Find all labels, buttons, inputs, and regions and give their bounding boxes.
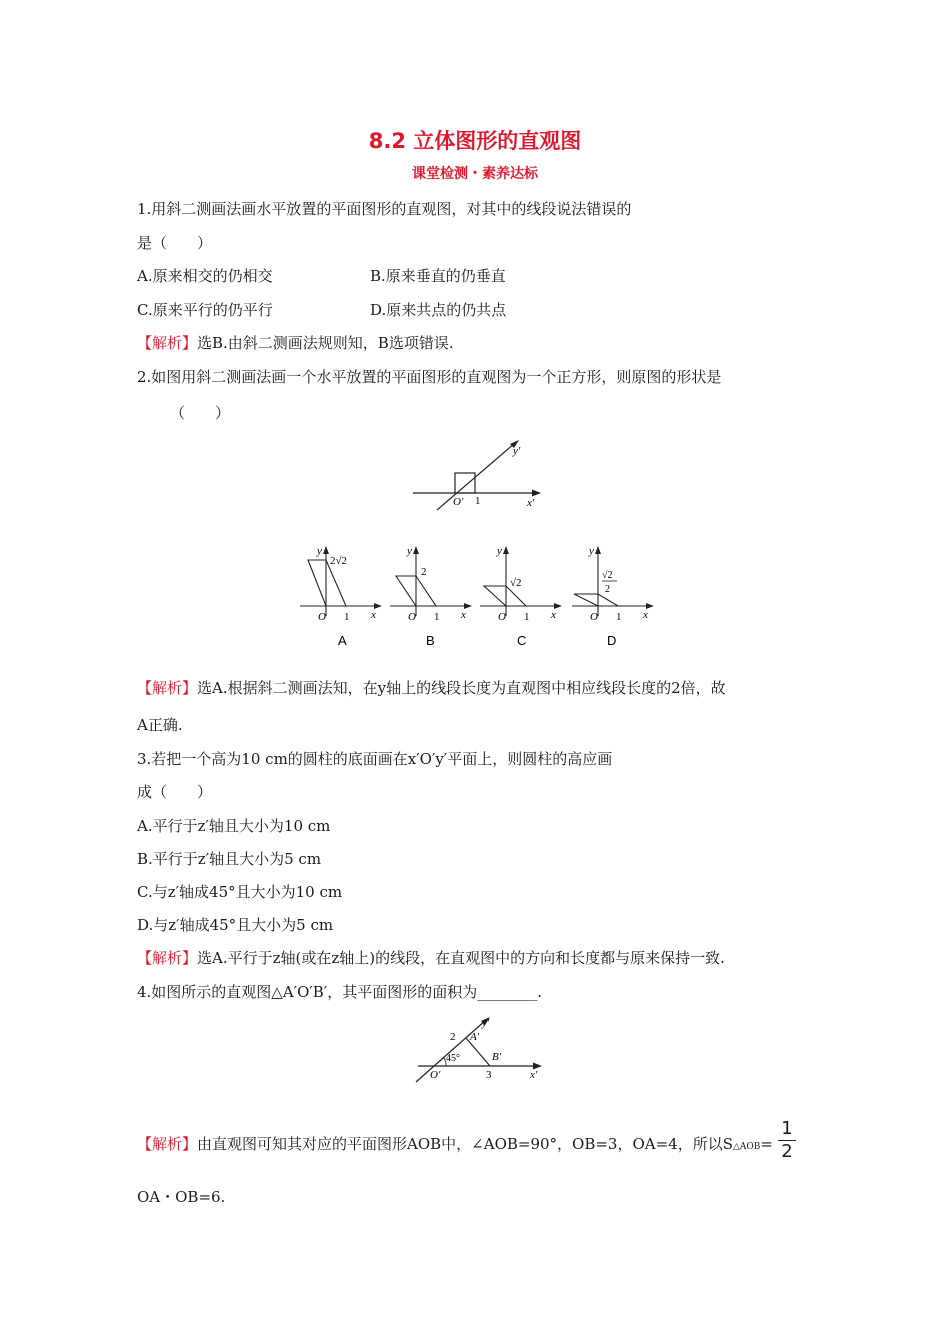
option-c-length-label: √2 bbox=[510, 577, 522, 589]
option-b-origin: O bbox=[408, 611, 416, 623]
q4-point-a-label: A′ bbox=[470, 1031, 480, 1043]
q4-point-b-label: B′ bbox=[492, 1051, 502, 1063]
q3-answer: 选A.平行于z轴(或在z轴上)的线段，在直观图中的方向和长度都与原来保持一致. bbox=[197, 949, 725, 967]
q3-option-c: C.与z′轴成45°且大小为10 cm bbox=[137, 883, 343, 901]
option-d-y-axis: y bbox=[589, 545, 594, 557]
q4-answer-line2: OA・OB=6. bbox=[137, 1188, 226, 1206]
solution-tag: 【解析】 bbox=[137, 679, 198, 697]
q3-option-a: A.平行于z′轴且大小为10 cm bbox=[137, 817, 331, 835]
q2-option-d-figure bbox=[570, 538, 660, 650]
solution-tag: 【解析】 bbox=[137, 334, 198, 352]
page-title: 8.2 立体图形的直观图 bbox=[368, 129, 582, 153]
q4-angle-label: 45° bbox=[446, 1053, 460, 1064]
q3-stem-line2: 成（ ） bbox=[137, 783, 213, 801]
solution-tag: 【解析】 bbox=[137, 1135, 198, 1153]
option-c-origin: O bbox=[498, 611, 506, 623]
option-d-origin: O bbox=[590, 611, 598, 623]
q4-length-two: 2 bbox=[450, 1031, 456, 1043]
q1-option-c: C.原来平行的仍平行 bbox=[137, 301, 273, 319]
option-c-caption: C bbox=[517, 633, 527, 648]
q2-stem-line1: 2.如图用斜二测画法画一个水平放置的平面图形的直观图为一个正方形，则原图的形状是 bbox=[137, 368, 722, 386]
option-c-x-axis: x bbox=[551, 609, 556, 621]
option-a-y-axis: y bbox=[317, 545, 322, 557]
page-subtitle: 课堂检测・素养达标 bbox=[412, 166, 538, 182]
q4-solution bbox=[137, 1133, 773, 1154]
q2-option-a-figure bbox=[298, 538, 388, 650]
q1-stem-line2: 是（ ） bbox=[137, 234, 213, 252]
option-c-y-axis: y bbox=[497, 545, 502, 557]
fraction-numerator: 1 bbox=[781, 1118, 793, 1139]
q4-origin-label: O′ bbox=[430, 1069, 441, 1081]
q1-option-b: B.原来垂直的仍垂直 bbox=[370, 267, 506, 285]
option-a-origin: O bbox=[318, 611, 326, 623]
q3-solution bbox=[137, 947, 725, 968]
q1-solution bbox=[137, 332, 454, 353]
solution-tag: 【解析】 bbox=[137, 949, 198, 967]
q1-option-a: A.原来相交的仍相交 bbox=[137, 267, 273, 285]
option-a-x-axis: x bbox=[371, 609, 376, 621]
q2-answer-line1: 选A.根据斜二测画法知，在y轴上的线段长度为直观图中相应线段长度的2倍，故 bbox=[197, 679, 726, 697]
option-d-length-denominator: 2 bbox=[605, 584, 610, 595]
option-a-length-label: 2√2 bbox=[330, 555, 348, 567]
option-b-unit: 1 bbox=[434, 611, 440, 623]
q4-length-three: 3 bbox=[486, 1069, 492, 1081]
q4-area-subscript: △AOB bbox=[733, 1142, 761, 1152]
q2-unit-label: 1 bbox=[475, 495, 481, 507]
q2-option-c-figure bbox=[478, 538, 568, 650]
fraction-denominator: 2 bbox=[778, 1140, 796, 1162]
q3-stem-line1: 3.若把一个高为10 cm的圆柱的底面画在x′O′y′平面上，则圆柱的高应画 bbox=[137, 750, 613, 768]
q3-option-b: B.平行于z′轴且大小为5 cm bbox=[137, 850, 322, 868]
option-d-caption: D bbox=[607, 633, 617, 648]
option-b-x-axis: x bbox=[461, 609, 466, 621]
option-b-caption: B bbox=[426, 633, 435, 648]
q3-option-d: D.与z′轴成45°且大小为5 cm bbox=[137, 916, 334, 934]
option-a-unit: 1 bbox=[344, 611, 350, 623]
q2-option-b-figure bbox=[388, 538, 478, 650]
q4-x-axis-label: x′ bbox=[530, 1069, 538, 1081]
q2-y-axis-label: y′ bbox=[513, 445, 521, 457]
q4-answer-text: 由直观图可知其对应的平面图形AOB中，∠AOB=90°，OB=3，OA=4，所以S bbox=[197, 1135, 733, 1153]
option-a-caption: A bbox=[338, 633, 347, 648]
option-b-y-axis: y bbox=[407, 545, 412, 557]
q4-y-axis-label: y′ bbox=[482, 1017, 490, 1029]
q2-origin-label: O′ bbox=[453, 496, 464, 508]
option-c-unit: 1 bbox=[524, 611, 530, 623]
option-d-length-numerator: √2 bbox=[602, 570, 613, 581]
q2-solution bbox=[137, 677, 726, 698]
q1-option-d: D.原来共点的仍共点 bbox=[370, 301, 507, 319]
q4-fraction bbox=[776, 1118, 798, 1162]
q2-answer-line2: A正确. bbox=[137, 716, 183, 734]
q2-intuitive-figure bbox=[405, 436, 545, 512]
q1-answer: 选B.由斜二测画法规则知，B选项错误. bbox=[197, 334, 454, 352]
q1-stem-line1: 1.用斜二测画法画水平放置的平面图形的直观图，对其中的线段说法错误的 bbox=[137, 200, 632, 218]
q4-equals: = bbox=[760, 1135, 773, 1153]
q2-x-axis-label: x′ bbox=[527, 497, 535, 509]
q2-stem-line2: （ ） bbox=[170, 404, 231, 422]
q4-triangle-figure bbox=[408, 1012, 548, 1088]
option-b-length-label: 2 bbox=[421, 566, 427, 578]
option-d-x-axis: x bbox=[643, 609, 648, 621]
option-d-unit: 1 bbox=[616, 611, 622, 623]
q4-stem: 4.如图所示的直观图△A′O′B′，其平面图形的面积为________. bbox=[137, 983, 542, 1001]
